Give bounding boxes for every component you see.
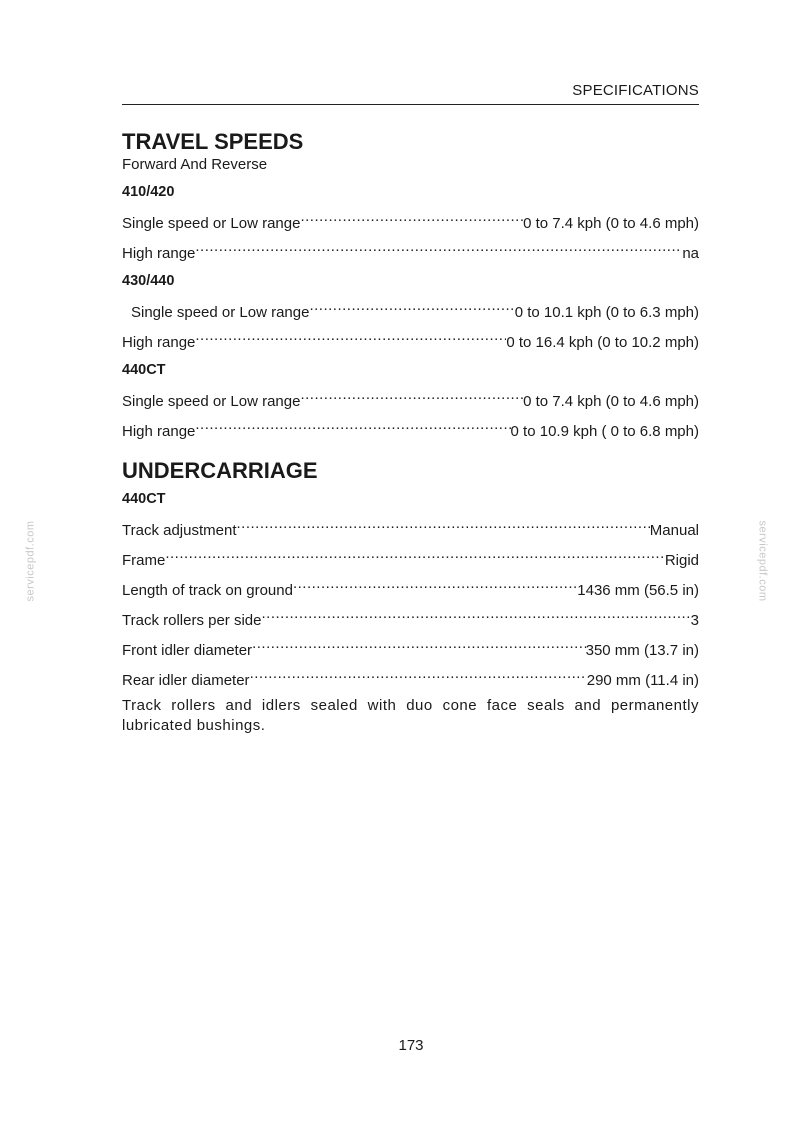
spec-row [122, 662, 699, 692]
dot-leader [252, 632, 586, 655]
model-heading: 430/440 [122, 273, 175, 289]
spec-label: Single speed or Low range [122, 215, 301, 232]
spec-row [122, 512, 699, 542]
spec-label: High range [122, 245, 196, 262]
spec-row [122, 383, 699, 413]
spec-value: 0 to 10.9 kph ( 0 to 6.8 mph) [510, 423, 699, 440]
spec-value: Rigid [664, 552, 699, 569]
undercarriage-title: UNDERCARRIAGE [122, 458, 318, 483]
spec-label: Track rollers per side [122, 612, 262, 629]
dot-leader [300, 383, 523, 406]
spec-row [122, 542, 699, 572]
spec-row [122, 235, 699, 265]
dot-leader [195, 413, 510, 436]
dot-leader [300, 205, 523, 228]
spec-row [122, 602, 699, 632]
dot-leader [237, 512, 650, 535]
spec-value: na [682, 245, 699, 262]
spec-label: High range [122, 423, 196, 440]
model-heading: 440CT [122, 362, 166, 378]
spec-value: Manual [649, 522, 699, 539]
spec-row [122, 413, 699, 443]
spec-label: High range [122, 334, 196, 351]
spec-label: Front idler diameter [122, 642, 253, 659]
spec-label: Single speed or Low range [131, 304, 310, 321]
watermark-left: servicepdf.com [24, 520, 37, 602]
spec-row [122, 324, 699, 354]
dot-leader [250, 662, 587, 685]
travel-speeds-subtitle: Forward And Reverse [122, 156, 268, 173]
model-heading: 440CT [122, 491, 166, 507]
spec-row [122, 572, 699, 602]
running-header: SPECIFICATIONS [572, 82, 699, 99]
model-heading: 410/420 [122, 184, 175, 200]
spec-row [122, 205, 699, 235]
spec-value: 350 mm (13.7 in) [585, 642, 699, 659]
spec-row [122, 632, 699, 662]
page-content [122, 128, 699, 736]
spec-value: 3 [690, 612, 699, 629]
page-number: 173 [398, 1037, 424, 1054]
header-rule [122, 104, 699, 105]
watermark-right: servicepdf.com [756, 520, 769, 602]
spec-value: 290 mm (11.4 in) [586, 672, 699, 689]
spec-value: 0 to 10.1 kph (0 to 6.3 mph) [514, 304, 699, 321]
spec-label: Length of track on ground [122, 582, 293, 599]
spec-label: Frame [122, 552, 166, 569]
dot-leader [309, 294, 514, 317]
seal-note: Track rollers and idlers sealed with duo cone face seals and permanently lubricated bushings. [122, 697, 699, 734]
dot-leader [195, 324, 506, 347]
spec-row [122, 294, 699, 324]
spec-label: Rear idler diameter [122, 672, 250, 689]
dot-leader [165, 542, 664, 565]
spec-value: 0 to 7.4 kph (0 to 4.6 mph) [523, 393, 699, 410]
spec-value: 0 to 7.4 kph (0 to 4.6 mph) [523, 215, 699, 232]
spec-value: 0 to 16.4 kph (0 to 10.2 mph) [506, 334, 699, 351]
spec-value: 1436 mm (56.5 in) [577, 582, 699, 599]
dot-leader [261, 602, 690, 625]
spec-label: Track adjustment [122, 522, 237, 539]
travel-speeds-title: TRAVEL SPEEDS [122, 129, 304, 154]
dot-leader [195, 235, 682, 258]
spec-label: Single speed or Low range [122, 393, 301, 410]
dot-leader [293, 572, 577, 595]
